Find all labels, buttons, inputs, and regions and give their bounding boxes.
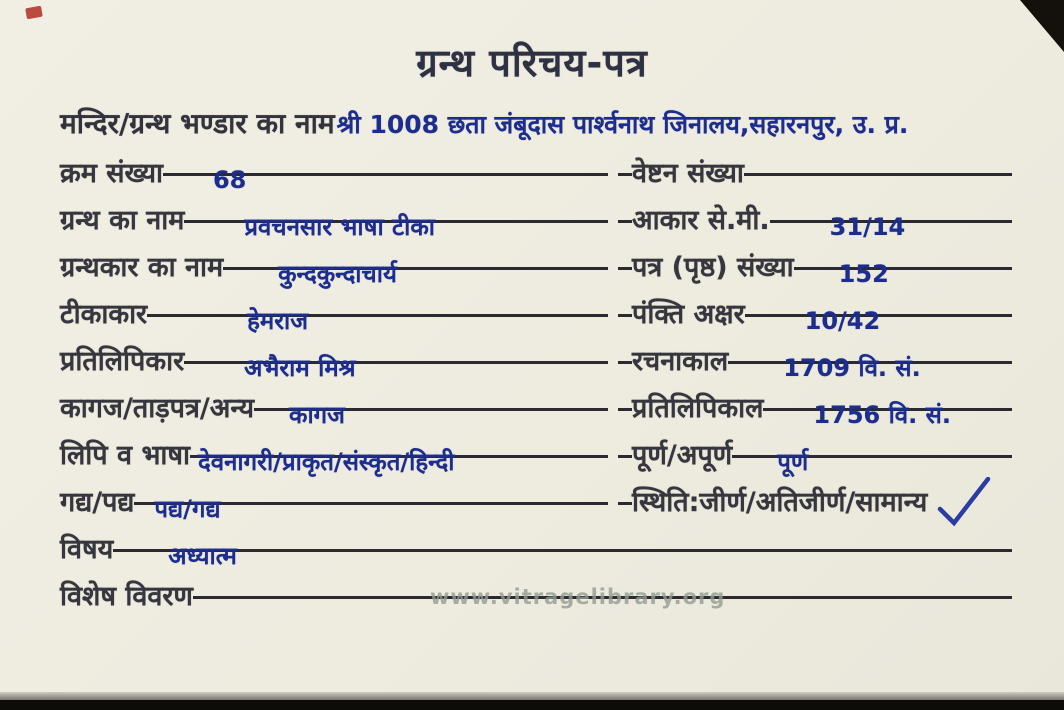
copyist-label: प्रतिलिपिकार: [60, 346, 185, 377]
script-language-label: लिपि व भाषा: [60, 440, 191, 471]
temple-name-label: मन्दिर/ग्रन्थ भण्डार का नाम: [60, 107, 335, 140]
size-label: आकार से.मी.: [632, 205, 770, 236]
condition-tick-mark: [936, 477, 992, 531]
subject-value: अध्यात्म: [168, 542, 237, 570]
rule-segment: [618, 220, 632, 242]
pages-value: 152: [838, 260, 889, 288]
prose-verse-label: गद्य/पद्य: [60, 487, 135, 518]
row-author-pages: [60, 252, 1012, 299]
completeness-label: पूर्ण/अपूर्ण: [632, 440, 733, 471]
lines-chars-label: पंक्ति अक्षर: [632, 299, 745, 330]
commentator-value: हेमराज: [247, 307, 309, 335]
rule-segment: [618, 267, 632, 289]
row-material-copydate: [60, 393, 1012, 440]
fields-grid: [60, 158, 1012, 628]
serial-value: 68: [212, 166, 247, 194]
composition-date-label: रचनाकाल: [632, 346, 729, 377]
temple-name-value: श्री 1008 छता जंबूदास पार्श्वनाथ जिनालय,सहारनपुर, उ. प्र.: [336, 110, 909, 139]
rule-segment: [618, 408, 632, 430]
row-name-size: [60, 205, 1012, 252]
watermark-text: www.vitragelibrary.org: [430, 585, 726, 609]
rule-segment: [618, 361, 632, 383]
commentator-label: टीकाकार: [60, 299, 148, 330]
special-details-label: विशेष विवरण: [60, 581, 193, 612]
rule-segment: [618, 314, 632, 336]
author-value: कुन्दकुन्दाचार्य: [278, 260, 397, 288]
bundle-label: वेष्टन संख्या: [632, 158, 744, 189]
pages-label: पत्र (पृष्ठ) संख्या: [632, 252, 794, 283]
material-label: कागज/ताड़पत्र/अन्य: [60, 393, 255, 424]
rule-segment: [618, 502, 632, 518]
red-ink-smudge: [25, 6, 43, 20]
temple-name-field: [60, 104, 1046, 142]
copy-date-value: 1756 वि. सं.: [813, 401, 951, 429]
rule-segment: [618, 455, 632, 477]
page-title: ग्रन्थ परिचय-पत्र: [416, 41, 648, 85]
row-copyist-composition: [60, 346, 1012, 393]
row-commentator-lines: [60, 299, 1012, 346]
copyist-value: अभैराम मिश्र: [244, 354, 356, 382]
condition-label: स्थिति:जीर्ण/अतिजीर्ण/सामान्य: [632, 487, 928, 518]
size-value: 31/14: [829, 213, 906, 241]
rule-segment: [618, 173, 632, 189]
copy-date-label: प्रतिलिपिकाल: [632, 393, 764, 424]
author-label: ग्रन्थकार का नाम: [60, 252, 224, 283]
serial-label: क्रम संख्या: [60, 158, 163, 189]
granth-name-value: प्रवचनसार भाषा टीका: [244, 213, 436, 241]
row-subject: [60, 534, 1012, 581]
script-language-value: देवनागरी/प्राकृत/संस्कृत/हिन्दी: [198, 448, 455, 476]
scan-corner-shadow: [1020, 0, 1064, 52]
composition-date-value: 1709 वि. सं.: [783, 354, 921, 382]
row-serial-bundle: [60, 158, 1012, 205]
row-script-completeness: [60, 440, 1012, 487]
material-value: कागज: [289, 401, 345, 429]
granth-name-label: ग्रन्थ का नाम: [60, 205, 185, 236]
lines-chars-value: 10/42: [804, 307, 881, 335]
row-proseverse-condition: [60, 487, 1012, 534]
prose-verse-value: पद्य/गद्य: [154, 495, 221, 523]
scan-bottom-edge: [0, 700, 1064, 710]
completeness-value: पूर्ण: [777, 448, 809, 476]
subject-label: विषय: [60, 534, 114, 565]
